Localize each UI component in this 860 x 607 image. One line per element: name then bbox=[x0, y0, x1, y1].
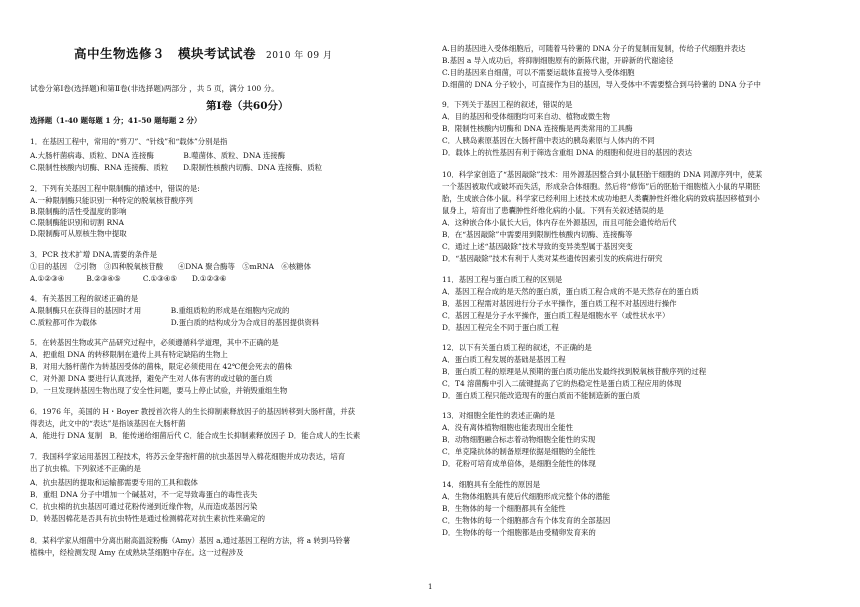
question-line: C.质粒都可作为载体 D.蛋白质的结构成分为合成目的基因提供资料 bbox=[30, 318, 320, 327]
question-line: 11．基因工程与蛋白质工程的区别是 bbox=[442, 275, 563, 284]
question-line: B．限制性核酸内切酶和 DNA 连接酶是两类常用的工具酶 bbox=[442, 124, 633, 133]
question-line: 植株中，经检测发现 Amy 在成熟块茎细胞中存在。这一过程涉及 bbox=[30, 548, 244, 557]
question-line: B．蛋白质工程的原理是从预期的蛋白质功能出发最终找到脱氧核苷酸序列的过程 bbox=[442, 367, 707, 376]
question-line: 10．科学家创造了“基因敲除”技术：用外源基因整合到小鼠胚胎干细胞的 DNA 同源序列中，使某 bbox=[442, 170, 763, 179]
question-line: D．蛋白质工程只能改造现有的蛋白质而不能制造新的蛋白质 bbox=[442, 391, 641, 400]
question-line: 14．细胞具有全能性的原因是 bbox=[442, 480, 541, 489]
question-line: D．“基因敲除”技术有利于人类对某些遗传因素引发的疾病进行研究 bbox=[442, 254, 663, 263]
question-line: C．单克隆抗体的制备原理依据是细胞的全能性 bbox=[442, 447, 596, 456]
question-line: A．生物体细胞具有使后代细胞形成完整个体的潜能 bbox=[442, 492, 610, 501]
question-line: C．对外源 DNA 要进行认真选择，避免产生对人体有害的或过敏的蛋白质 bbox=[30, 374, 273, 383]
question-line: 5．在转基因生物或其产品研究过程中，必须遵循科学道理，其中不正确的是 bbox=[30, 338, 279, 347]
question-line: D.细菌的 DNA 分子较小，可直接作为目的基因，导入受体中不需要整合到马铃薯的 DNA 分子中 bbox=[442, 80, 761, 89]
question-line: D.限制酶可从原核生物中提取 bbox=[30, 229, 127, 238]
question-line: A．能进行 DNA 复制 B．能传递给细菌后代 C．能合成生长抑制素释放因子 D．能合成人的生长素 bbox=[30, 431, 361, 440]
question-line: A.限制酶只在获得目的基因时才用 B.重组质粒的形成是在细胞内完成的 bbox=[30, 306, 290, 315]
question-line: 4．有关基因工程的叙述正确的是 bbox=[30, 294, 139, 303]
question-line: B．基因工程需对基因进行分子水平操作，蛋白质工程不对基因进行操作 bbox=[442, 299, 677, 308]
question-line: A.目的基因进入受体细胞后，可随着马铃薯的 DNA 分子的复制而复制，传给子代细胞并表达 bbox=[442, 44, 746, 53]
question-line: C.限制酶能识别和切割 RNA bbox=[30, 218, 124, 227]
question-line: 3．PCR 技术扩增 DNA,需要的条件是 bbox=[30, 250, 157, 259]
question-line: B．重组 DNA 分子中增加一个碱基对，不一定导致毒蛋白的毒性丧失 bbox=[30, 490, 258, 499]
question-line: D．生物体的每一个细胞都是由受精卵发育来的 bbox=[442, 528, 596, 537]
exam-date: 2010 年 09 月 bbox=[266, 51, 333, 61]
section-heading: 第Ⅰ卷（共60分） bbox=[206, 100, 289, 112]
question-line: 6．1976 年，美国的 H・Boyer 教授首次将人的生长抑制素释放因子的基因转移到大肠杆菌，并获 bbox=[30, 407, 356, 416]
question-line: A．把重组 DNA 的转移限制在遗传上具有特定缺陷的生物上 bbox=[30, 350, 228, 359]
question-line: A．目的基因和受体细胞均可来自动、植物或微生物 bbox=[442, 112, 610, 121]
question-line: C．抗虫棉的抗虫基因可通过花粉传递到近缘作物，从而造成基因污染 bbox=[30, 502, 258, 511]
question-line: 鼠身上，培育出了患囊肿性纤维化病的小鼠。下列有关叙述错误的是 bbox=[442, 206, 664, 215]
question-line: C．T4 溶菌酶中引入二硫键提高了它的热稳定性是蛋白质工程应用的体现 bbox=[442, 379, 682, 388]
question-line: A．基因工程合成的是天然的蛋白质，蛋白质工程合成的不是天然存在的蛋白质 bbox=[442, 287, 699, 296]
question-line: A．抗虫基因的提取和运输都需要专用的工具和载体 bbox=[30, 478, 198, 487]
question-line: C．通过上述“基因敲除”技术导致的变异类型属于基因突变 bbox=[442, 242, 633, 251]
question-line: C.限制性核酸内切酶、RNA 连接酶、质粒 D.限制性核酸内切酶、DNA 连接酶、质粒 bbox=[30, 163, 323, 172]
exam-title bbox=[74, 44, 332, 62]
question-line: 出了抗虫棉。下列叙述不正确的是 bbox=[30, 464, 141, 473]
question-line: A．没有离体植物细胞也能表现出全能性 bbox=[442, 423, 573, 432]
question-line: B.限制酶的活性受温度的影响 bbox=[30, 207, 127, 216]
question-line: 12．以下有关蛋白质工程的叙述，不正确的是 bbox=[442, 343, 592, 352]
question-line: B.基因 a 导入成功后，将抑制细胞原有的新陈代谢，开辟新的代谢途径 bbox=[442, 56, 674, 65]
question-line: B．动物细胞融合标志着动物细胞全能性的实现 bbox=[442, 435, 596, 444]
question-line: 8．某科学家从细菌中分离出耐高温淀粉酶（Amy）基因 a,通过基因工程的方法，将 a 转到马铃薯 bbox=[30, 536, 351, 545]
question-line: A.一种限制酶只能识别一种特定的脱氧核苷酸序列 bbox=[30, 196, 193, 205]
question-line: 7．我国科学家运用基因工程技术，将苏云金芽孢杆菌的抗虫基因导入棉花细胞并成功表达，培育 bbox=[30, 452, 346, 461]
question-line: D．转基因棉花是否具有抗虫特性是通过检测棉花对抗生素抗性来确定的 bbox=[30, 514, 266, 523]
question-line: A．蛋白质工程发展的基础是基因工程 bbox=[442, 355, 566, 364]
question-line: 1．在基因工程中，常用的“剪刀”、“针线”和“载体”分别是指 bbox=[30, 137, 228, 146]
question-line: C．人胰岛素原基因在大肠杆菌中表达的胰岛素原与人体内的不同 bbox=[442, 136, 655, 145]
instruction-line: 选择题（1-40 题每题 1 分；41-50 题每题 2 分） bbox=[30, 116, 202, 125]
question-line: D．一旦发现转基因生物出现了安全性问题，要马上停止试验，并销毁重组生物 bbox=[30, 386, 288, 395]
question-line: 13．对细胞全能性的表述正确的是 bbox=[442, 411, 555, 420]
page-number: 1 bbox=[428, 583, 433, 591]
question-line: 一个基因被取代或破坏而失活，形成杂合体细胞。然后将“修饰”后的胚胎干细胞植入小鼠的早期胚 bbox=[442, 182, 760, 191]
exam-intro: 试卷分第Ⅰ卷(选择题)和第Ⅱ卷(非选择题)两部分 ，共 5 页，满分 100 分。 bbox=[30, 84, 279, 93]
question-line: C.目的基因来自细菌，可以不需要运载体直接导入受体细胞 bbox=[442, 68, 635, 77]
question-line: A．这种嵌合体小鼠长大后，体内存在外源基因，而且可能会遗传给后代 bbox=[442, 218, 677, 227]
question-line: A.①②③④ B.②③④⑤ C.①③④⑤ D.①②③⑥ bbox=[30, 274, 227, 283]
exam-title-text: 高中生物选修３ 模块考试试卷 bbox=[74, 46, 257, 61]
question-line: B．生物体的每一个细胞都具有全能性 bbox=[442, 504, 566, 513]
question-line: D．载体上的抗性基因有利于筛选含重组 DNA 的细胞和促进目的基因的表达 bbox=[442, 148, 693, 157]
question-line: 9．下列关于基因工程的叙述，错误的是 bbox=[442, 100, 573, 109]
question-line: 胎，生成嵌合体小鼠。科学家已经利用上述技术成功地把人类囊肿性纤维化病的致病基因移植到小 bbox=[442, 194, 760, 203]
question-line: A.大肠杆菌病毒、质粒、DNA 连接酶 B.噬菌体、质粒、DNA 连接酶 bbox=[30, 151, 286, 160]
question-line: D．花粉可培育成单倍体，是细胞全能性的体现 bbox=[442, 459, 596, 468]
question-line: D．基因工程完全不同于蛋白质工程 bbox=[442, 323, 559, 332]
question-line: ①目的基因 ②引物 ③四种脱氧核苷酸 ④DNA 聚合酶等 ⑤mRNA ⑥核糖体 bbox=[30, 262, 311, 271]
question-line: 2．下列有关基因工程中限制酶的描述中，错误的是: bbox=[30, 184, 200, 193]
question-line: B．在“基因敲除”中需要用到限制性核酸内切酶、连接酶等 bbox=[442, 230, 633, 239]
question-line: C．基因工程是分子水平操作，蛋白质工程是细胞水平（或性状水平） bbox=[442, 311, 670, 320]
question-line: 得表达，此文中的“表达”是指该基因在大肠杆菌 bbox=[30, 419, 186, 428]
question-line: B．对用大肠杆菌作为转基因受体的菌株，限定必须使用在 42℃便会死去的菌株 bbox=[30, 362, 292, 371]
question-line: C．生物体的每一个细胞都含有个体发育的全部基因 bbox=[442, 516, 611, 525]
